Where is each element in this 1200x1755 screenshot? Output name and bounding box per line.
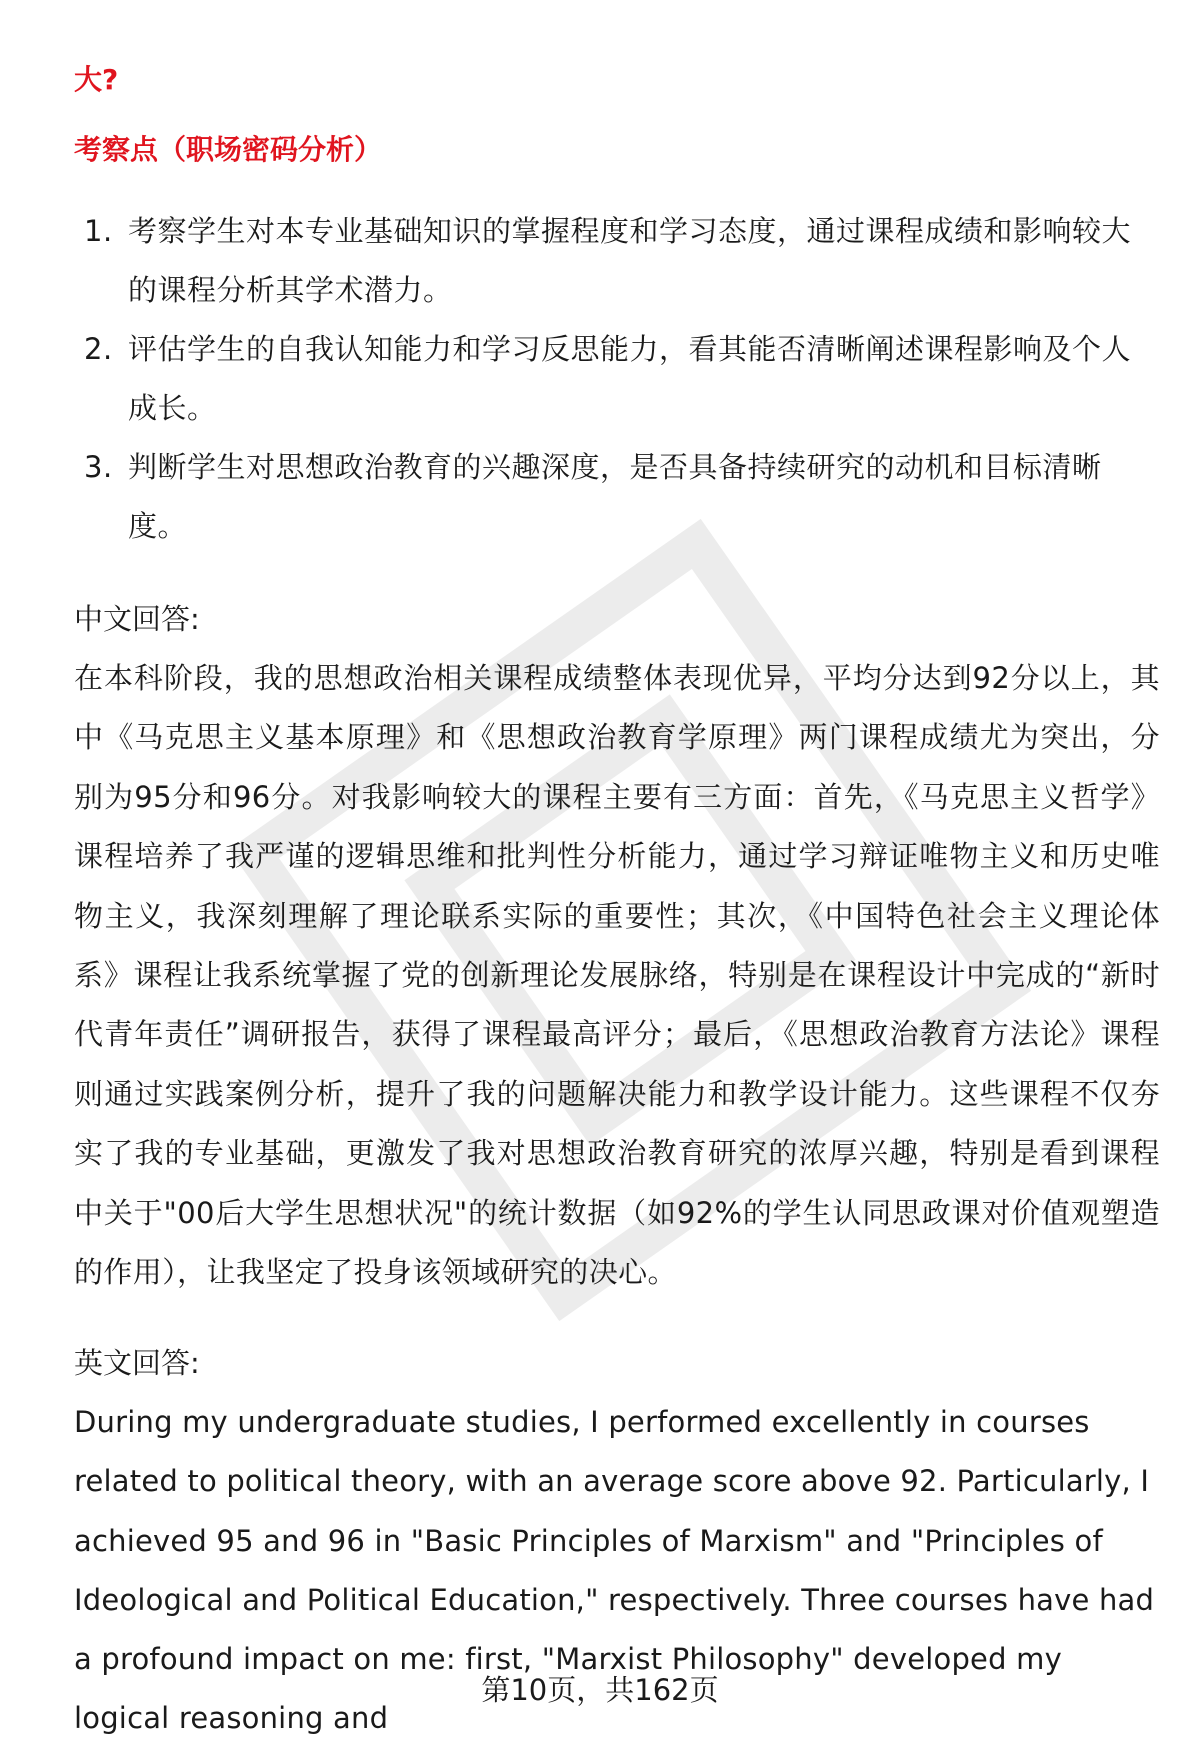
chinese-answer-paragraph: 在本科阶段，我的思想政治相关课程成绩整体表现优异，平均分达到92分以上，其中《马克思主义基本原理》和《思想政治教育学原理》两门课程成绩尤为突出，分别为95分和96分。对我影响较大的课程主要有三方面：首先，《马克思主义哲学》课程培养了我严谨的逻辑思维和批判性分析能力，通过学习辩证唯物主义和历史唯物主义，我深刻理解了理论联系实际的重要性；其次，《中国特色社会主义理论体系》课程让我系统掌握了党的创新理论发展脉络，特别是在课程设计中完成的“新时代青年责任”调研报告，获得了课程最高评分；最后，《思想政治教育方法论》课程则通过实践案例分析，提升了我的问题解决能力和教学设计能力。这些课程不仅夯实了我的专业基础，更激发了我对思想政治教育研究的浓厚兴趣，特别是看到课程中关于"00后大学生思想状况"的统计数据（如92%的学生认同思政课对价值观塑造的作用），让我坚定了投身该领域研究的决心。 <box>74 661 1160 1290</box>
english-answer-paragraph: During my undergraduate studies, I performed excellently in courses related to political theory, with an average score above 92. Particularly, I achieved 95 and 96 in "Basic Principles of Marxism" and "Principles of Ideological and Political Education," respectively. Three courses have had a profound impact on me: first, "Marxist Philosophy" developed my logical reasoning and <box>74 1405 1155 1736</box>
list-item-text: 评估学生的自我认知能力和学习反思能力，看其能否清晰阐述课程影响及个人成长。 <box>128 332 1132 425</box>
list-item-number: 3. <box>84 450 113 484</box>
list-item-number: 1. <box>84 214 113 248</box>
list-item-text: 判断学生对思想政治教育的兴趣深度，是否具备持续研究的动机和目标清晰度。 <box>128 450 1102 543</box>
evaluation-points-list <box>74 202 1154 556</box>
list-item-number: 2. <box>84 332 113 366</box>
section-heading: 考察点（职场密码分析） <box>74 133 383 166</box>
list-item <box>74 320 1154 438</box>
list-item <box>74 202 1154 320</box>
chinese-answer-label: 中文回答: <box>74 602 200 636</box>
continued-question-heading: 大? <box>74 63 119 96</box>
list-item <box>74 438 1154 556</box>
list-item-text: 考察学生对本专业基础知识的掌握程度和学习态度，通过课程成绩和影响较大的课程分析其学术潜力。 <box>128 214 1132 307</box>
english-answer-label: 英文回答: <box>74 1346 200 1380</box>
page-number-footer: 第10页，共162页 <box>481 1673 719 1707</box>
